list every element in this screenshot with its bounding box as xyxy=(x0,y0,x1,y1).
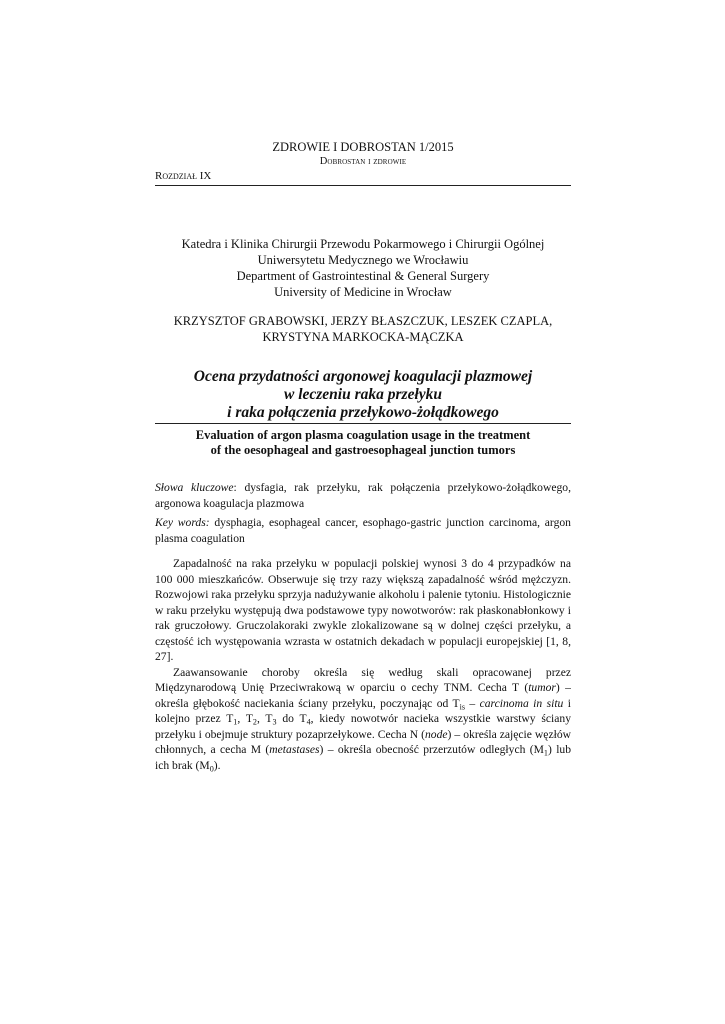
subscript: 1 xyxy=(543,748,548,758)
term-node: node xyxy=(425,727,448,741)
chapter-label: Rozdział IX xyxy=(155,170,212,182)
affiliation-line: Katedra i Klinika Chirurgii Przewodu Pokarmowego i Chirurgii Ogólnej xyxy=(181,237,545,251)
authors-line: KRZYSZTOF GRABOWSKI, JERZY BŁASZCZUK, LESZEK CZAPLA, xyxy=(173,314,553,328)
journal-header: ZDROWIE I DOBROSTAN 1/2015 xyxy=(272,140,454,154)
title-english xyxy=(155,428,571,458)
subscript: 4 xyxy=(306,717,311,727)
affiliation-line: Uniwersytetu Medycznego we Wrocławiu xyxy=(257,253,469,267)
text-run: , kiedy nowotwór nacieka wszystkie warstwy ściany przełyku i obejmuje struktury pozaprzełykowe. Cecha N ( xyxy=(155,712,571,741)
text-run: – xyxy=(465,696,480,710)
text-run: ) lub ich brak (M xyxy=(155,743,572,772)
subscript: 2 xyxy=(252,717,257,727)
affiliation xyxy=(155,236,571,300)
affiliation-line: University of Medicine in Wrocław xyxy=(274,285,452,299)
keywords-label: Key words: xyxy=(155,516,210,529)
term-metastases: metastases xyxy=(269,743,320,756)
keywords-label: Słowa kluczowe xyxy=(155,481,234,494)
affiliation-line: Department of Gastrointestinal & General Surgery xyxy=(236,269,490,283)
term-tumor: tumor xyxy=(528,681,556,694)
keywords-english xyxy=(155,515,571,546)
section-header: Dobrostan i zdrowie xyxy=(319,156,407,167)
text-run: , T xyxy=(256,712,273,725)
title-line: of the oesophageal and gastroesophageal junction tumors xyxy=(210,443,516,457)
header-rule xyxy=(155,185,571,186)
text-run: ) – określa obecność przerzutów odległych (M xyxy=(319,743,544,756)
keywords-text: dysphagia, esophageal cancer, esophago-gastric junction carcinoma, argon plasma coagulation xyxy=(155,516,571,545)
term-carcinoma-in-situ: carcinoma in situ xyxy=(479,696,564,710)
paragraph-1: Zapadalność na raka przełyku w populacji polskiej wynosi 3 do 4 przypadków na 100 000 mieszkańców. Obserwuje się trzy razy większą zapadalność wśród mężczyzn. Rozwojowi raka przełyku sprzyja nadużywanie alkoholu i palenie tytoniu. Histologicznie w raku przełyku występują dwa podstawowe typy nowotworów: rak płaskonabłonkowy i rak gruczołowy. Gruczolakoraki zwykle zlokalizowane są w dolnej części przełyku, a częstość ich występowania wzrasta w ostatnich dekadach w populacji europejskiej [1, 8, 27]. xyxy=(155,557,571,663)
subscript: 1 xyxy=(233,717,238,727)
subscript: 0 xyxy=(209,763,214,773)
body-text xyxy=(155,556,571,773)
title-polish xyxy=(155,368,571,422)
text-run: do T xyxy=(276,712,307,725)
text-run: Zaawansowanie choroby określa się według skali opracowanej przez Międzynarodową Unię Przeciwrakową w oparciu o cechy TNM. Cecha T ( xyxy=(155,665,571,694)
title-line: Ocena przydatności argonowej koagulacji plazmowej xyxy=(193,368,533,385)
keywords-text: : dysfagia, rak przełyku, rak połączenia przełykowo-żołądkowego, argonowa koagulacja plazmowa xyxy=(155,481,571,510)
authors-line: KRYSTYNA MARKOCKA-MĄCZKA xyxy=(262,330,464,344)
text-run: ) – określa głębokość naciekania ściany przełyku, poczynając od T xyxy=(155,681,571,710)
text-run: , T xyxy=(237,712,253,725)
text-run: ). xyxy=(213,758,221,772)
authors xyxy=(155,313,571,345)
text-run: ) – określa zajęcie węzłów chłonnych, a cecha M ( xyxy=(155,727,571,756)
title-line: Evaluation of argon plasma coagulation usage in the treatment xyxy=(195,428,531,442)
title-rule xyxy=(155,423,571,424)
keywords-polish xyxy=(155,480,571,511)
subscript: 3 xyxy=(272,717,277,727)
text-run: i kolejno przez T xyxy=(155,696,571,725)
title-line: w leczeniu raka przełyku xyxy=(283,386,443,403)
subscript: is xyxy=(459,701,465,711)
paragraph-2 xyxy=(155,665,571,774)
title-line: i raka połączenia przełykowo-żołądkowego xyxy=(227,404,499,421)
